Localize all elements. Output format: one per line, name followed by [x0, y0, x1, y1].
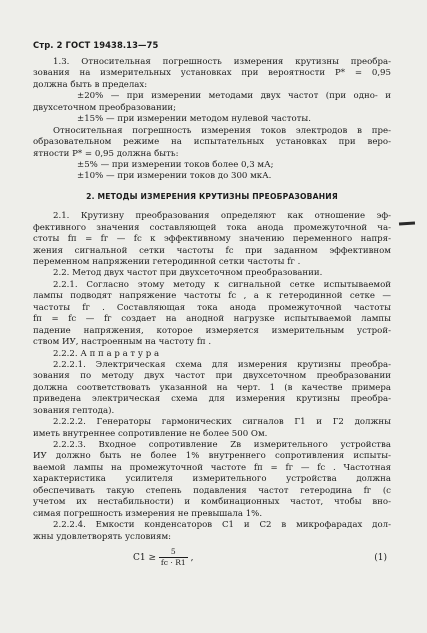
text-line: жения сигнальной сетки частоты fс при заданном эффективном [33, 245, 391, 256]
text-line: двухсеточном преобразовании; [33, 102, 177, 113]
text-line: ±5% — при измерении токов более 0,3 мА; [77, 159, 274, 170]
section-1-3 [33, 57, 391, 183]
formula-numerator: 5 [159, 547, 188, 558]
text-line: 2.2. Метод двух частот при двухсеточном преобразовании. [53, 268, 323, 279]
text-line: ±15% — при измерении методом нулевой частоты. [77, 114, 311, 125]
formula-1 [33, 547, 391, 571]
text-line: должна соответствовать указанной на черт. 1 (в качестве примера [33, 382, 391, 393]
text-line: 1.3. Относительная погрешность измерения крутизны преобра- [53, 57, 391, 67]
text-line: образовательном режиме на испытательных установках при веро- [33, 137, 391, 148]
formula-suffix: , [190, 552, 194, 563]
text-line: иметь внутреннее сопротивление не более 500 Ом. [33, 428, 268, 439]
text-line: обеспечивать такую степень подавления частот гетеродина fг (с [33, 485, 391, 496]
text-line: ИУ должно быть не более 1% внутреннего сопротивления испыты- [33, 451, 391, 462]
section-heading: 2. МЕТОДЫ ИЗМЕРЕНИЯ КРУТИЗНЫ ПРЕОБРАЗОВАНИЯ [86, 191, 338, 201]
formula-lhs: C1 ≥ [133, 552, 157, 563]
text-line: учетом их нестабильности) и комбинационных частот, чтобы вно- [33, 497, 391, 508]
text-line: Относительная погрешность измерения токов электродов в пре- [53, 125, 391, 136]
text-line: зования по методу двух частот при двухсеточном преобразовании [33, 371, 391, 382]
text-line: характеристика усилителя измерительного устройства должна [33, 474, 391, 485]
text-line: симая погрешность измерения не превышала 1%. [33, 508, 263, 519]
formula-number: (1) [374, 552, 387, 563]
page-header: Стр. 2 ГОСТ 19438.13—75 [33, 40, 159, 50]
text-line: переменном напряжении гетеродинной сетки частоты fг . [33, 257, 301, 267]
text-line: 2.2.2.3. Входное сопротивление Zв измерительного устройства [53, 440, 391, 450]
text-line: ±20% — при измерении методами двух частот (при одно- и [77, 91, 391, 102]
text-line: ством ИУ, настроенным на частоту fп . [33, 337, 212, 348]
text-line: 2.1. Крутизну преобразования определяют как отношение эф- [53, 211, 391, 222]
text-line: фективного значения составляющей тока анода промежуточной ча- [33, 222, 391, 233]
text-line: 2.2.2.4. Емкости конденсаторов C1 и C2 в микрофарадах дол- [53, 520, 391, 531]
text-line: ятности P* = 0,95 должна быть: [33, 148, 179, 159]
formula-denominator: fс · R1 [160, 557, 186, 567]
text-line: падение напряжения, которое измеряется измерительным устрой- [33, 325, 391, 336]
margin-mark [399, 221, 415, 225]
text-line: стоты fп = fг — fс к эффективному значению переменного напря- [33, 234, 391, 245]
text-line: 2.2.1. Согласно этому методу к сигнальной сетке испытываемой [53, 279, 391, 290]
text-line: зования на измерительных установках при вероятности P* = 0,95 [33, 68, 391, 79]
document-body [33, 57, 391, 571]
text-line: 2.2.2.2. Генераторы гармонических сигналов Г1 и Г2 должны [53, 417, 391, 428]
text-line: 2.2.2. А п п а р а т у р а [53, 348, 160, 359]
formula-expression [133, 547, 194, 568]
text-line: жны удовлетворять условиям: [33, 531, 172, 542]
text-line: ваемой лампы на промежуточной частоте fп = fг — fс . Частотная [33, 462, 391, 473]
text-line: приведена электрическая схема для измерения крутизны преобра- [33, 394, 391, 405]
text-line: fп = fс — fг создает на анодной нагрузке испытываемой лампы [33, 314, 391, 325]
text-line: частоты fг . Составляющая тока анода промежуточной частоты [33, 302, 391, 313]
text-line: зования гептода). [33, 405, 115, 416]
text-line: 2.2.2.1. Электрическая схема для измерения крутизны преобра- [53, 359, 391, 370]
formula-fraction [159, 547, 188, 568]
text-line: лампы подводят напряжение частоты fс , а к гетеродинной сетке — [33, 291, 391, 302]
text-line: ±10% — при измерении токов до 300 мкА. [77, 171, 272, 182]
section-2 [33, 211, 391, 543]
text-line: должна быть в пределах: [33, 79, 148, 90]
